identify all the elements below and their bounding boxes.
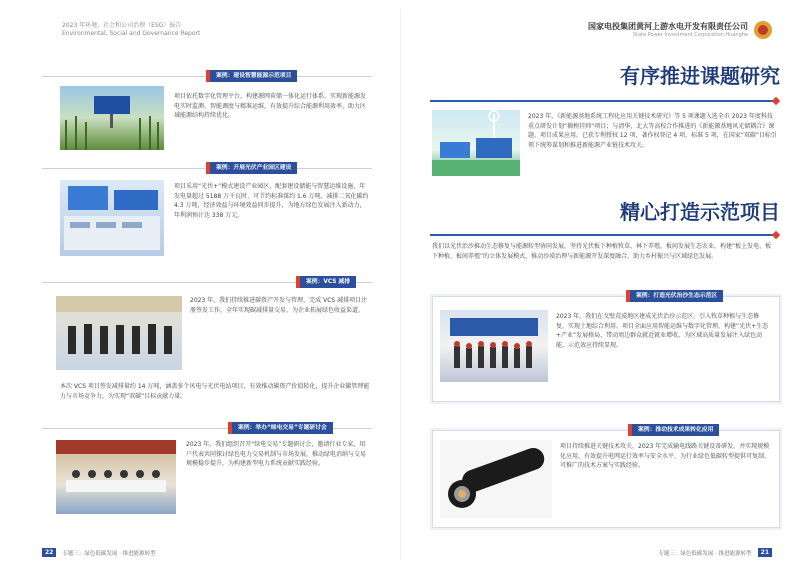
page-number: 21	[758, 548, 772, 557]
caseB-text: 项目采用“光伏+”模式建设产业园区，配套建设储能与智慧运维设施，年发电量超过 5188 万千瓦时，可节约标准煤约 1.6 万吨，减排二氧化碳约 4.3 万吨，经济效益与环境效益同步提升，为地方绿色发展注入新动力，年利润预计达 338 万元。	[174, 183, 369, 219]
footer-text: 专题三：绿色低碳发展 · 推进能源转型	[62, 550, 156, 557]
report-title-en: Environmental, Social and Governance Report	[62, 30, 201, 37]
org-sub: State Power Investment Corporation Huanghe	[632, 32, 748, 38]
org-name: 国家电投集团黄河上游水电开发有限责任公司	[588, 22, 748, 31]
demo-intro: 我们以光伏治沙推动生态修复与能源转型协同发展，坚持光伏板下种植牧草、林下养殖，板间发展生态农业，构建“板上发电、板下种植、板间养殖”的立体发展模式，推动沙漠治理与新能源开发深度融合，助力乡村振兴与区域绿色发展。	[432, 243, 772, 260]
case1-text: 2023 年，我们在戈壁荒漠地区建成光伏治沙示范区，引入牧草种植与生态修复，实现土地综合利用。项目全面应用智能运维与数字化管理，构建“光伏+生态+产业”发展格局，带动周边群众就近就业增收，为区域高质量发展注入绿色动能，示范效应持续显现。	[556, 313, 769, 349]
caseD-text: 2023 年，我们组织召开“绿电交易”专题研讨会，邀请行业专家、用户代表共同探讨绿色电力交易机制与市场发展，推动绿电消纳与交易规模稳步提升，为构建新型电力系统贡献实践经验。	[186, 441, 367, 467]
case-label: 案例：打造光伏治沙生态示范区	[630, 290, 723, 302]
research-illustration	[432, 110, 520, 176]
seminar-photo	[56, 440, 176, 514]
case-label: 案例：建设智慧能源示范项目	[210, 70, 297, 82]
section-title-research: 有序推进课题研究	[620, 64, 780, 88]
case-label: 案例：VCS 减排	[300, 276, 356, 288]
title-underline	[430, 234, 775, 236]
research-intro: 2023 年，《新能源基地系统工程化应用关键技术研究》等 5 项课题入选全市 2023 年度科技重点研发计划“揭榜挂帅”项目；与清华、北大等高校合作推进的《新能源基地风光储耦合》课题、项目成果应用。已获专利授权 12 项，著作权登记 4 项，标准 5 项，在国家“双碳”目标引领下统筹谋划和推进新能源产业链技术攻关。	[528, 113, 777, 149]
page-number: 22	[42, 548, 56, 557]
park-photo	[60, 180, 164, 256]
cable-photo	[440, 440, 552, 518]
page-divider	[400, 10, 401, 560]
case2-text: 项目持续推进关键技术攻关，2023 年完成输电线路关键设备研发，并实现规模化应用，有效提升电网运行效率与安全水平，为行业绿色低碳转型提供可复制、可推广的技术方案与实践经验。	[560, 443, 771, 469]
case-label: 案例：开展光伏产业园区建设	[210, 162, 297, 174]
ceremony-photo	[440, 310, 548, 382]
company-logo-icon	[754, 21, 772, 39]
page-footer	[42, 548, 156, 557]
case-label: 案例：推动技术成果转化应用	[632, 424, 719, 436]
footer-text: 专题三：绿色低碳发展 · 推进能源转型	[658, 550, 752, 557]
report-title-cn: 2023 年环境、社会和公司治理（ESG）报告	[62, 22, 182, 29]
caseC-text2: 本次 VCS 项目签发减排量约 14 万吨，涵盖多个风电与光伏电站项目，有效推动碳资产价值转化，提升企业碳管理能力与市场竞争力，为实现“双碳”目标贡献力量。	[60, 383, 370, 400]
page-footer	[658, 548, 772, 557]
report-title-header	[62, 22, 200, 38]
caseC-text: 2023 年，我们持续推进碳资产开发与管理，完成 VCS 减排项目注册签发工作，全年实现碳减排量交易，为企业拓展绿色收益渠道。	[190, 297, 368, 314]
meeting-photo	[56, 296, 182, 370]
section-title-demo: 精心打造示范项目	[620, 200, 780, 224]
org-header	[588, 21, 772, 39]
caseA-text: 项目依托数字化管理平台，构建源网荷储一体化运行体系，实现新能源发电实时监测、智能调度与精准运维，有效提升综合能源利用效率，助力区域能源结构持续优化。	[174, 93, 367, 119]
field-photo	[60, 86, 164, 150]
case-label: 案例：举办“绿电交易”专题研讨会	[232, 422, 333, 434]
title-underline	[430, 100, 775, 102]
